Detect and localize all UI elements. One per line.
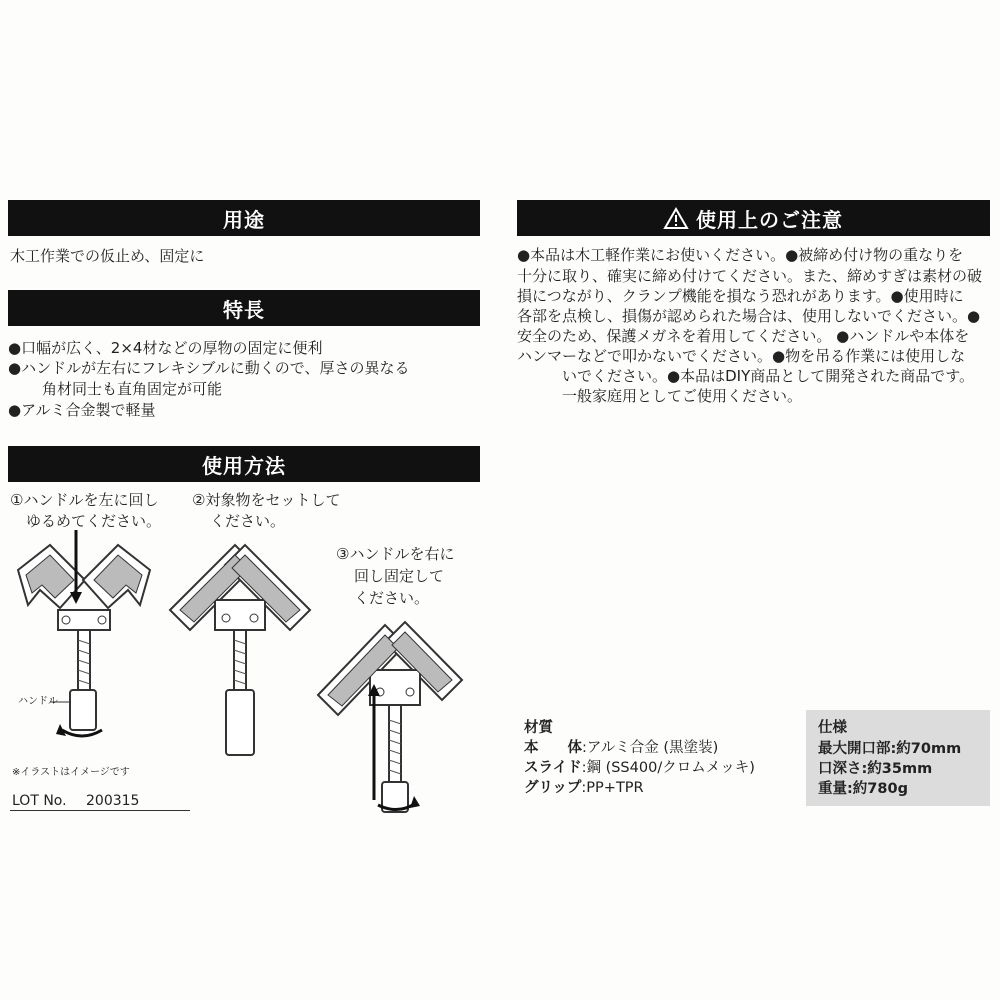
caution-title: 使用上のご注意 xyxy=(696,207,843,232)
material-label: グリップ xyxy=(524,780,582,796)
clamp-illustration-step2 xyxy=(160,540,320,770)
material-value: :アルミ合金 (黒塗装) xyxy=(582,740,719,756)
step3-line: ください。 xyxy=(354,589,430,607)
step1-line: ゆるめてください。 xyxy=(26,512,162,530)
use-body: 木工作業での仮止め、固定に xyxy=(10,247,205,265)
step3-line: 回し固定して xyxy=(354,567,445,585)
spec-row: 重量:約780g xyxy=(818,781,908,797)
caution-line: いでください。●本品はDIY商品として開発された商品です。 xyxy=(562,367,975,385)
step3-line: ③ハンドルを右に xyxy=(336,545,455,563)
material-row xyxy=(524,776,644,797)
caution-line: 十分に取り、確実に締め付けてください。また、締めすぎは素材の破 xyxy=(517,267,983,285)
howto-header xyxy=(8,446,480,482)
caution-line: 一般家庭用としてご使用ください。 xyxy=(562,387,803,405)
step1-line: ①ハンドルを左に回し xyxy=(10,491,159,509)
warning-icon xyxy=(664,208,688,229)
feature-item: ●アルミ合金製で軽量 xyxy=(8,401,156,419)
caution-line: 各部を点検し、損傷が認められた場合は、使用しないでください。● xyxy=(517,307,981,325)
step2-line: ②対象物をセットして xyxy=(192,491,341,509)
lot-value: 200315 xyxy=(86,793,140,809)
feature-item: 角材同士も直角固定が可能 xyxy=(42,380,223,398)
spec-row: 最大開口部:約70mm xyxy=(818,741,962,757)
caution-line: 安全のため、保護メガネを着用してください。 ●ハンドルや本体を xyxy=(517,327,970,345)
material-value: :鋼 (SS400/クロムメッキ) xyxy=(581,760,755,776)
materials-title: 材質 xyxy=(524,720,553,736)
lot-underline xyxy=(10,810,190,811)
specs-title: 仕様 xyxy=(818,720,847,736)
caution-line: ●本品は木工軽作業にお使いください。●被締め付け物の重なりを xyxy=(517,246,964,264)
material-label: スライド xyxy=(524,760,582,776)
illustration-note: ※イラストはイメージです xyxy=(12,767,130,778)
howto-title: 使用方法 xyxy=(202,453,286,478)
step2-line: ください。 xyxy=(210,512,286,530)
use-title: 用途 xyxy=(223,207,265,232)
material-row xyxy=(524,756,755,777)
material-row xyxy=(524,736,718,757)
feature-item: ●ハンドルが左右にフレキシブルに動くので、厚さの異なる xyxy=(8,359,410,377)
caution-header xyxy=(517,200,990,236)
lot-label: LOT No. xyxy=(12,793,67,809)
features-header xyxy=(8,290,480,326)
caution-line: 損につながり、クランプ機能を損なう恐れがあります。●使用時に xyxy=(517,287,964,305)
caution-line: ハンマーなどで叩かないでください。●物を吊る作業には使用しな xyxy=(517,347,966,365)
clamp-illustration-step1 xyxy=(0,530,180,760)
spec-row: 口深さ:約35mm xyxy=(818,761,933,777)
material-label: 本 体 xyxy=(524,740,582,756)
use-header xyxy=(8,200,480,236)
material-value: :PP+TPR xyxy=(581,780,644,796)
handle-label: ハンドル xyxy=(18,696,58,707)
clamp-illustration-step3 xyxy=(310,610,470,820)
feature-item: ●口幅が広く、2×4材などの厚物の固定に便利 xyxy=(8,339,323,357)
features-title: 特長 xyxy=(223,297,265,322)
